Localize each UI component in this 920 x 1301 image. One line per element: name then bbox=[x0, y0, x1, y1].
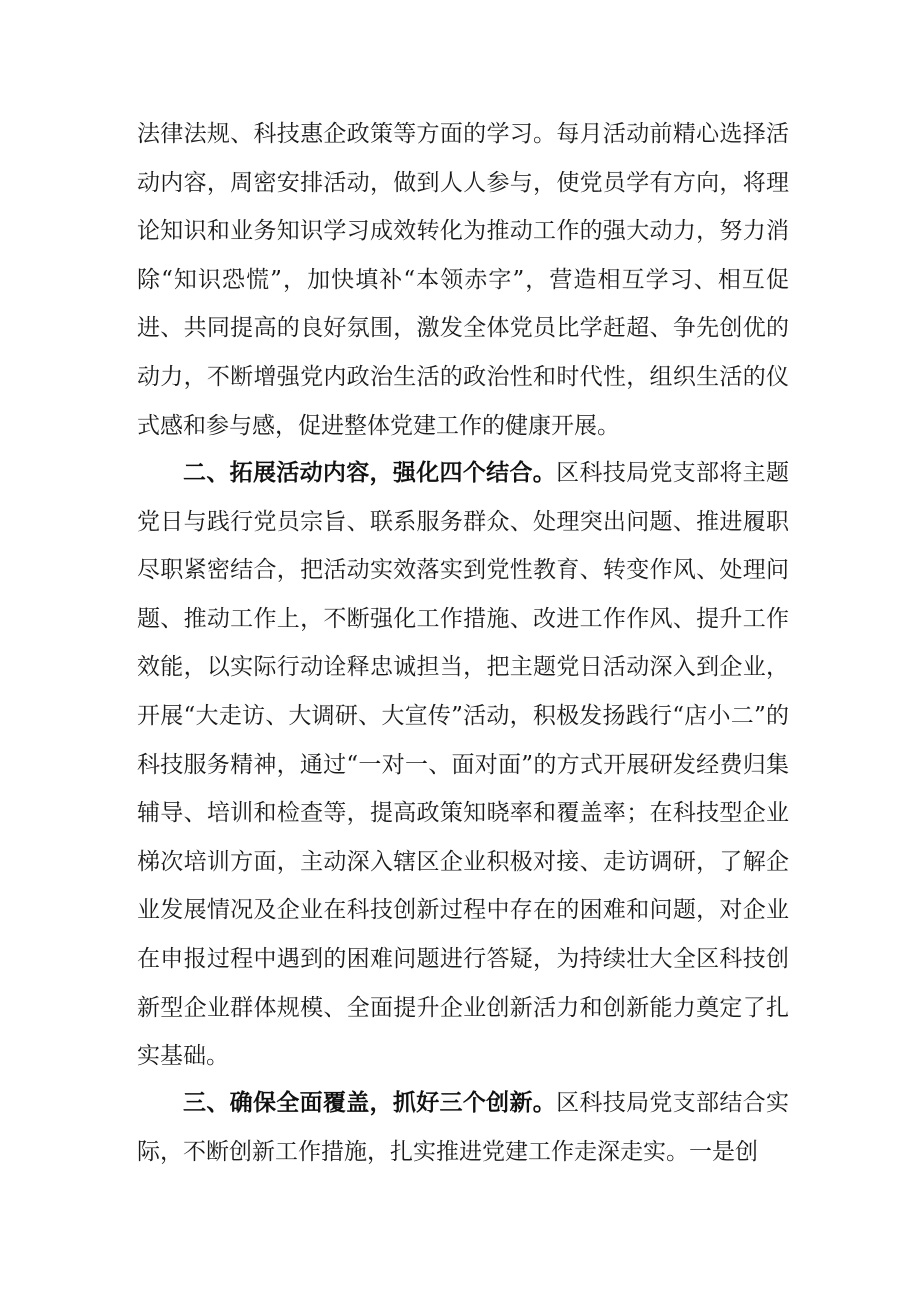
section-3-body: 区科技局党支部结合实际，不断创新工作措施，扎实推进党建工作走深走实。一是创 bbox=[137, 1090, 790, 1165]
section-2-heading: 二、拓展活动内容，强化四个结合。 bbox=[183, 460, 557, 486]
section-2-paragraph bbox=[137, 449, 789, 1081]
section-3-paragraph bbox=[137, 1079, 789, 1176]
section-2-body: 区科技局党支部将主题党日与践行党员宗旨、联系服务群众、处理突出问题、推进履职尽职紧密结合，把活动实效落实到党性教育、转变作风、处理问题、推动工作上，不断强化工作措施、改进工作作风、提升工作效能，以实际行动诠释忠诚担当，把主题党日活动深入到企业，开展“大走访、大调研、大宣传”活动，积极发扬践行“店小二”的科技服务精神，通过“一对一、面对面”的方式开展研发经费归集辅导、培训和检查等，提高政策知晓率和覆盖率；在科技型企业梯次培训方面，主动深入辖区企业积极对接、走访调研，了解企业发展情况及企业在科技创新过程中存在的困难和问题，对企业在申报过程中遇到的困难问题进行答疑，为持续壮大全区科技创新型企业群体规模、全面提升企业创新活力和创新能力奠定了扎实基础。 bbox=[137, 460, 790, 1070]
paragraph-continuation: 法律法规、科技惠企政策等方面的学习。每月活动前精心选择活动内容，周密安排活动，做到人人参与，使党员学有方向，将理论知识和业务知识学习成效转化为推动工作的强大动力，努力消除“知识恐慌”，加快填补“本领赤字”，营造相互学习、相互促进、共同提高的良好氛围，激发全体党员比学赶超、争先创优的动力，不断增强党内政治生活的政治性和时代性，组织生活的仪式感和参与感，促进整体党建工作的健康开展。 bbox=[137, 121, 789, 439]
section-3-heading: 三、确保全面覆盖，抓好三个创新。 bbox=[183, 1090, 557, 1116]
